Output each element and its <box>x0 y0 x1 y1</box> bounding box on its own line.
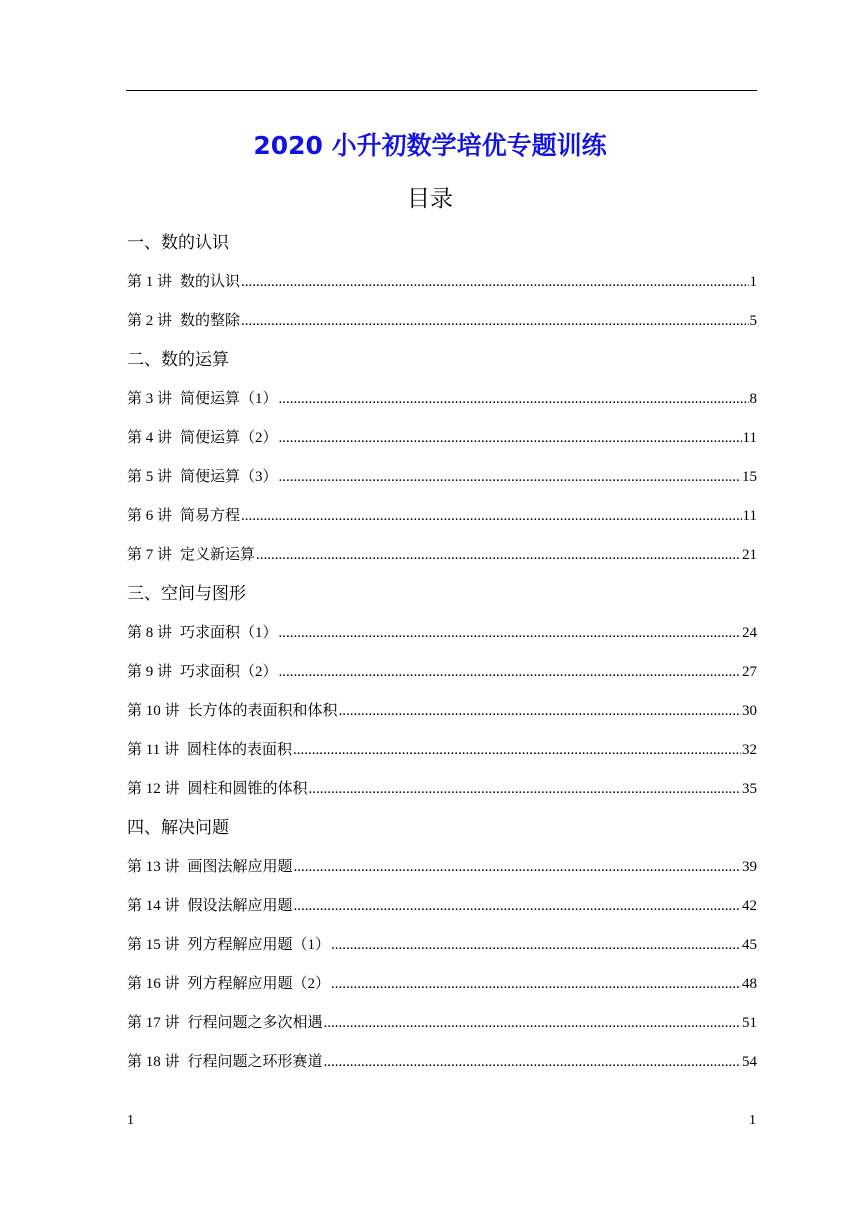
lesson-number: 第 1 讲 <box>127 274 173 290</box>
page-number: 35 <box>742 781 757 797</box>
lesson-title: 列方程解应用题（2） <box>187 976 331 992</box>
dot-leader <box>279 458 741 497</box>
lesson-title: 行程问题之多次相遇 <box>187 1015 323 1031</box>
lesson-number: 第 18 讲 <box>127 1054 180 1070</box>
toc-entry[interactable] <box>127 926 757 965</box>
lesson-title: 列方程解应用题（1） <box>187 937 331 953</box>
toc-entry[interactable] <box>127 1004 757 1043</box>
toc-entry[interactable] <box>127 731 757 770</box>
dot-leader <box>241 263 748 302</box>
dot-leader <box>331 965 741 1004</box>
lesson-title: 巧求面积（1） <box>180 625 278 641</box>
footer-page-number-right: 1 <box>749 1113 756 1128</box>
dot-leader <box>279 419 742 458</box>
dot-leader <box>279 653 741 692</box>
lesson-title: 圆柱体的表面积 <box>186 742 292 758</box>
lesson-title: 数的整除 <box>180 313 241 329</box>
lesson-title: 行程问题之环形赛道 <box>187 1054 323 1070</box>
footer-page-number-left: 1 <box>127 1113 134 1128</box>
section-heading: 三、空间与图形 <box>127 584 246 604</box>
lesson-title: 简便运算（1） <box>180 391 278 407</box>
toc-entry[interactable] <box>127 458 757 497</box>
dot-leader <box>279 380 749 419</box>
page-number: 42 <box>742 898 757 914</box>
lesson-title: 简易方程 <box>180 508 241 524</box>
page-number: 48 <box>742 976 757 992</box>
dot-leader <box>331 926 741 965</box>
toc-entry[interactable] <box>127 614 757 653</box>
page-number: 32 <box>742 742 757 758</box>
lesson-title: 圆柱和圆锥的体积 <box>187 781 308 797</box>
page-number: 39 <box>742 859 757 875</box>
lesson-title: 长方体的表面积和体积 <box>187 703 338 719</box>
lesson-number: 第 11 讲 <box>127 742 179 758</box>
toc-entry[interactable] <box>127 848 757 887</box>
dot-leader <box>324 1004 741 1043</box>
lesson-number: 第 16 讲 <box>127 976 180 992</box>
header-rule <box>126 90 757 91</box>
page-number: 30 <box>742 703 757 719</box>
page-number: 21 <box>742 547 757 563</box>
lesson-number: 第 14 讲 <box>127 898 180 914</box>
section-heading: 四、解决问题 <box>127 818 229 838</box>
toc-entry[interactable] <box>127 692 757 731</box>
lesson-number: 第 17 讲 <box>127 1015 180 1031</box>
dot-leader <box>279 614 741 653</box>
dot-leader <box>241 497 742 536</box>
page-number: 45 <box>742 937 757 953</box>
toc-entry[interactable] <box>127 887 757 926</box>
document-title: 2020 小升初数学培优专题训练 <box>253 131 607 160</box>
lesson-number: 第 2 讲 <box>127 313 173 329</box>
dot-leader <box>324 1043 741 1082</box>
lesson-number: 第 13 讲 <box>127 859 180 875</box>
page-number: 24 <box>742 625 757 641</box>
toc-entry[interactable] <box>127 1043 757 1082</box>
section-heading: 一、数的认识 <box>127 233 229 253</box>
dot-leader <box>294 848 741 887</box>
toc-heading: 目录 <box>407 186 453 212</box>
dot-leader <box>309 770 741 809</box>
page-number: 5 <box>749 313 757 329</box>
lesson-title: 数的认识 <box>180 274 241 290</box>
page-number: 11 <box>742 508 757 524</box>
dot-leader <box>294 887 741 926</box>
lesson-number: 第 8 讲 <box>127 625 173 641</box>
toc-entry[interactable] <box>127 263 757 302</box>
dot-leader <box>339 692 741 731</box>
toc-entry[interactable] <box>127 536 757 575</box>
toc-entry[interactable] <box>127 965 757 1004</box>
toc-entry[interactable] <box>127 653 757 692</box>
lesson-title: 简便运算（3） <box>180 469 278 485</box>
dot-leader <box>293 731 741 770</box>
page-number: 15 <box>742 469 757 485</box>
lesson-number: 第 6 讲 <box>127 508 173 524</box>
toc-entry[interactable] <box>127 497 757 536</box>
toc-entry[interactable] <box>127 770 757 809</box>
dot-leader <box>256 536 741 575</box>
lesson-number: 第 12 讲 <box>127 781 180 797</box>
lesson-number: 第 4 讲 <box>127 430 173 446</box>
page-number: 54 <box>742 1054 757 1070</box>
page-number: 8 <box>749 391 757 407</box>
lesson-number: 第 3 讲 <box>127 391 173 407</box>
toc-entry[interactable] <box>127 380 757 419</box>
section-heading: 二、数的运算 <box>127 350 229 370</box>
lesson-number: 第 9 讲 <box>127 664 173 680</box>
lesson-title: 巧求面积（2） <box>180 664 278 680</box>
lesson-number: 第 10 讲 <box>127 703 180 719</box>
lesson-title: 假设法解应用题 <box>187 898 293 914</box>
lesson-title: 画图法解应用题 <box>187 859 293 875</box>
toc-entry[interactable] <box>127 302 757 341</box>
lesson-title: 定义新运算 <box>180 547 256 563</box>
dot-leader <box>241 302 748 341</box>
table-of-contents <box>127 224 757 1082</box>
page-number: 11 <box>742 430 757 446</box>
toc-entry[interactable] <box>127 419 757 458</box>
page-number: 1 <box>749 274 757 290</box>
lesson-number: 第 7 讲 <box>127 547 173 563</box>
page-number: 51 <box>742 1015 757 1031</box>
lesson-number: 第 15 讲 <box>127 937 180 953</box>
lesson-number: 第 5 讲 <box>127 469 173 485</box>
page-number: 27 <box>742 664 757 680</box>
lesson-title: 简便运算（2） <box>180 430 278 446</box>
